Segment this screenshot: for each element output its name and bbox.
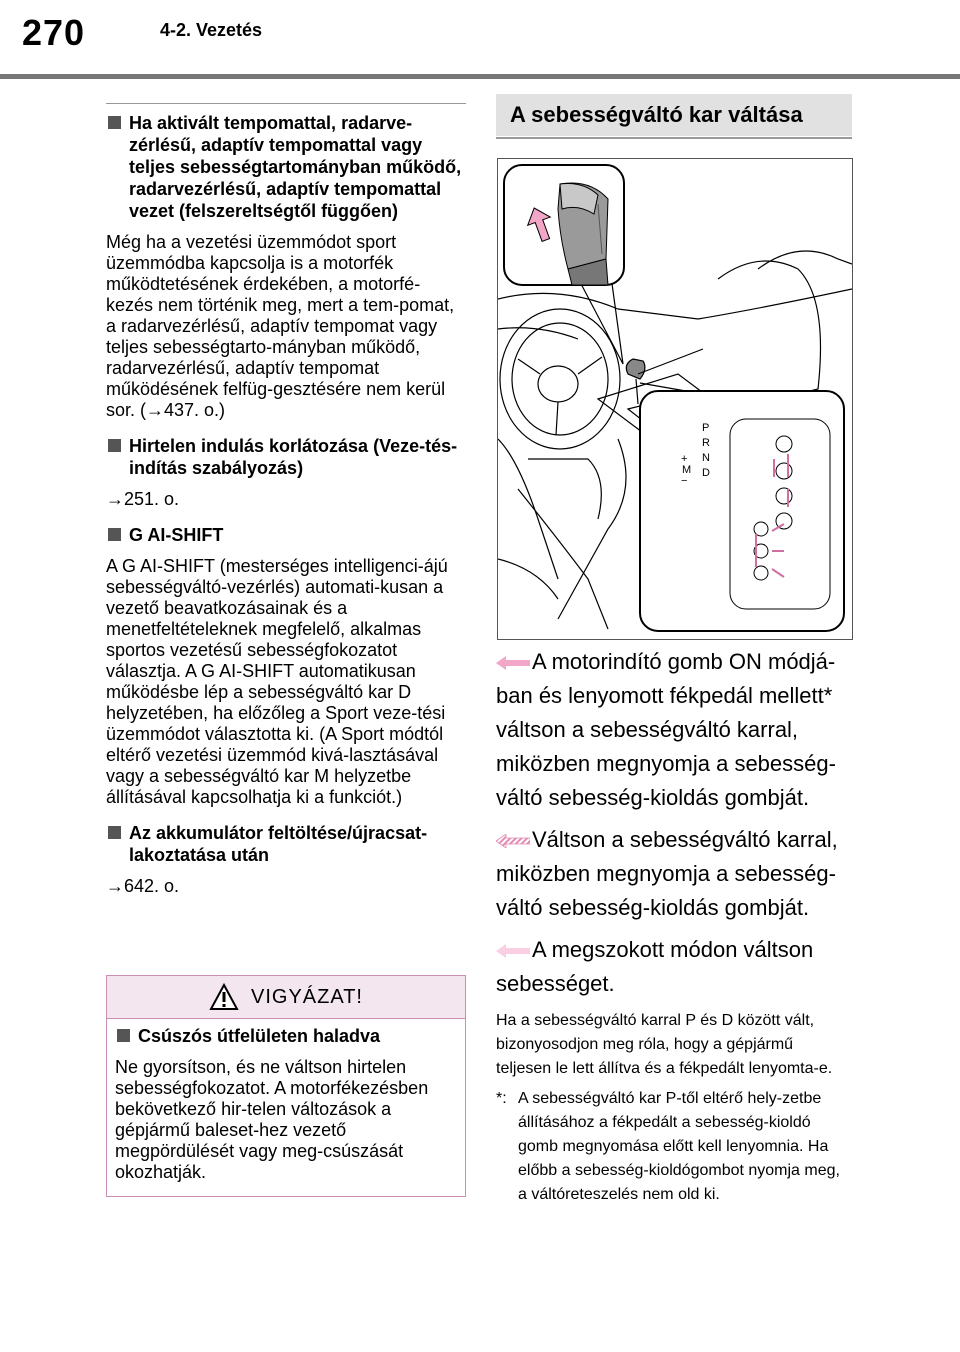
step-1: A motorindító gomb ON módjá-ban és lenyomott fékpedál mellett* váltson a sebességváltó karral, miközben megnyomja a sebesség-váltó sebesség-kioldás gombját.	[496, 649, 836, 810]
square-bullet-icon	[117, 1029, 130, 1042]
square-bullet-icon	[108, 826, 121, 839]
gate-label-plus: +	[681, 453, 688, 465]
light-pink-arrow-icon	[496, 944, 530, 958]
page-number: 270	[22, 12, 86, 53]
step-3: A megszokott módon váltson sebességet.	[496, 937, 814, 996]
footnote-text: A sebességváltó kar P-től eltérő hely-zetbe állításához a fékpedált a sebesség-kioldó gomb megnyomása előtt kell lenyomnia. Ha előbb a sebesség-kioldógombot nyomja meg, a váltóreteszelés nem old ki.	[518, 1090, 840, 1203]
gate-label-m: M	[682, 464, 692, 476]
shift-lever-illustration	[497, 158, 853, 640]
car-interior-drawing	[498, 159, 852, 639]
note-paragraph: Ha a sebességváltó karral P és D között vált, bizonyosodjon meg róla, hogy a gépjármű teljesen le lett állítva és a fékpedált lenyomta-e.	[496, 1012, 833, 1077]
gate-label-p: P	[702, 422, 710, 434]
paragraph: Még ha a vezetési üzemmódot sport üzemmódba kapcsolja is a motorfék működtetésének érdekében, a motorfé-kezés nem történik meg, mert a tem-pomat, a radarvezérlésű, adaptív tempomat vagy teljes sebességtarto-mányban működő, radarvezérlésű, adaptív tempomat működésének felfüg-gesztésére nem kerül sor. (→437. o.)	[106, 232, 455, 420]
hatched-pink-arrow-icon	[496, 834, 530, 848]
gate-label-d: D	[702, 467, 710, 479]
warning-subheading: Csúszós útfelületen haladva	[115, 1025, 457, 1047]
step-2: Váltson a sebességváltó karral, miközben megnyomja a sebesség-váltó sebesség-kioldás gombját.	[496, 827, 838, 920]
section-title: 4-2. Vezetés	[160, 20, 263, 40]
gate-label-n: N	[702, 452, 710, 464]
section-heading: A sebességváltó kar váltása	[510, 102, 803, 127]
warning-triangle-icon	[209, 983, 239, 1011]
warning-box	[106, 975, 466, 1197]
subsection-heading: G AI-SHIFT	[106, 524, 466, 546]
heading-underline	[496, 137, 852, 139]
warning-text: Ne gyorsítson, és ne váltson hirtelen sebességfokozatot. A motorfékezésben bekövetkező hir-telen változások a gépjármű baleset-hez vezető megpördülését vagy meg-csúszását okozhatják.	[115, 1057, 429, 1182]
subsection-heading: Ha aktivált tempomattal, radarve-zérlésű, adaptív tempomattal vagy teljes sebességtartományban működő, radarvezérlésű, adaptív tempomattal vezet (felszereltségtől függően)	[106, 112, 466, 222]
square-bullet-icon	[108, 439, 121, 452]
paragraph: A G AI-SHIFT (mesterséges intelligenci-ájú sebességváltó-vezérlés) automati-kusan a vezető beavatkozásainak és a menetfeltételeknek megfelelő, alkalmas sportos vezetésű sebességfokozatot választja. A G AI-SHIFT automatikusan működésbe lép a sebességváltó kar D helyzetében, ha előzőleg a Sport veze-tési üzemmódot választotta ki. (A Sport módtól eltérő vezetési üzemmód kivá-lasztásával vagy a sebességváltó kar M helyzetbe állításával kapcsolhatja ki a funkciót.)	[106, 556, 448, 807]
top-divider	[106, 103, 466, 104]
footnote-mark: *:	[496, 1090, 507, 1107]
section-heading-box	[496, 94, 852, 136]
right-column-text	[496, 645, 852, 1207]
gate-label-r: R	[702, 437, 710, 449]
solid-pink-arrow-icon	[496, 656, 530, 670]
left-column	[106, 103, 466, 911]
page-reference: →251. o.	[106, 489, 180, 509]
warning-title: VIGYÁZAT!	[251, 985, 363, 1008]
page-reference: →642. o.	[106, 876, 180, 896]
page-header	[0, 0, 960, 80]
square-bullet-icon	[108, 116, 121, 129]
subsection-heading: Hirtelen indulás korlátozása (Veze-tés-indítás szabályozás)	[106, 435, 466, 479]
square-bullet-icon	[108, 528, 121, 541]
subsection-heading: Az akkumulátor feltöltése/újracsat-lakoztatása után	[106, 822, 466, 866]
header-divider	[0, 74, 960, 79]
warning-header	[107, 976, 465, 1019]
footnote	[496, 1087, 852, 1207]
gate-label-minus: −	[681, 475, 688, 487]
